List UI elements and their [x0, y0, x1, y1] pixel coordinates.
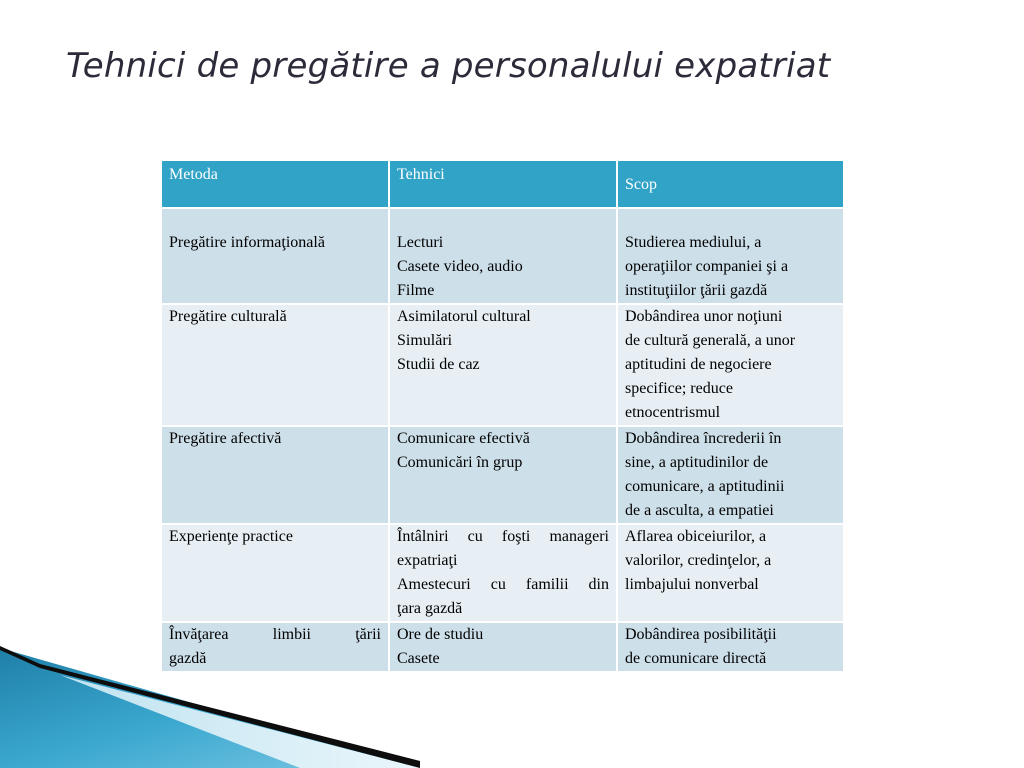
table-row [161, 524, 844, 622]
cell-tehnici [389, 208, 617, 304]
cell-line: Filme [397, 282, 435, 299]
cell-line: Lecturi [397, 234, 444, 251]
header-tehnici: Tehnici [389, 160, 617, 208]
cell-line: gazdă [169, 650, 207, 667]
cell-line: comunicare, a aptitudinii [625, 478, 785, 495]
cell-line: Pregătire culturală [169, 308, 287, 325]
table-header-row [161, 160, 844, 208]
header-metoda: Metoda [161, 160, 389, 208]
cell-tehnici [389, 304, 617, 426]
cell-scop [617, 426, 844, 524]
cell-metoda [161, 208, 389, 304]
cell-tehnici [389, 426, 617, 524]
cell-line: Studii de caz [397, 356, 480, 373]
table-row [161, 426, 844, 524]
cell-line: Casete [397, 650, 440, 667]
cell-metoda [161, 304, 389, 426]
header-scop: Scop [617, 160, 844, 208]
cell-line: valorilor, credinţelor, a [625, 552, 772, 569]
cell-line: ţara gazdă [397, 600, 463, 617]
cell-line: Întâlniri cu foşti manageri [397, 528, 609, 545]
cell-scop [617, 524, 844, 622]
cell-line: Dobândirea unor noţiuni [625, 308, 783, 325]
table-row [161, 208, 844, 304]
cell-line: Experienţe practice [169, 528, 293, 545]
cell-line: de cultură generală, a unor [625, 332, 796, 349]
cell-line: Învăţarea limbii ţării [169, 626, 381, 643]
cell-scop [617, 304, 844, 426]
cell-line: sine, a aptitudinilor de [625, 454, 769, 471]
cell-scop [617, 208, 844, 304]
cell-metoda [161, 426, 389, 524]
cell-line: aptitudini de negociere [625, 356, 772, 373]
cell-line: Aflarea obiceiurilor, a [625, 528, 767, 545]
cell-line: Simulări [397, 332, 453, 349]
cell-line: specifice; reduce [625, 380, 733, 397]
cell-line: Pregătire informaţională [169, 234, 325, 251]
cell-line: Ore de studiu [397, 626, 484, 643]
cell-line: Asimilatorul cultural [397, 308, 531, 325]
cell-tehnici [389, 524, 617, 622]
cell-line: Comunicări în grup [397, 454, 523, 471]
cell-line: de a asculta, a empatiei [625, 502, 774, 519]
cell-line: Dobândirea posibilităţii [625, 626, 777, 643]
training-techniques-table [160, 159, 845, 673]
cell-line: Comunicare efectivă [397, 430, 530, 447]
cell-line: limbajului nonverbal [625, 576, 759, 593]
cell-line: operaţiilor companiei şi a [625, 258, 789, 275]
cell-line: instituţiilor ţării gazdă [625, 282, 768, 299]
slide-title: Tehnici de pregătire a personalului expatriat [66, 46, 831, 86]
corner-swoosh-decoration [0, 630, 420, 768]
cell-metoda [161, 524, 389, 622]
cell-scop [617, 622, 844, 672]
cell-line: etnocentrismul [625, 404, 721, 421]
cell-line: Casete video, audio [397, 258, 523, 275]
cell-line: expatriaţi [397, 552, 458, 569]
cell-line: Amestecuri cu familii din [397, 576, 609, 593]
cell-tehnici [389, 622, 617, 672]
cell-line: Dobândirea încrederii în [625, 430, 782, 447]
cell-line: Pregătire afectivă [169, 430, 282, 447]
cell-line: Studierea mediului, a [625, 234, 762, 251]
table-row [161, 304, 844, 426]
cell-line: de comunicare directă [625, 650, 767, 667]
